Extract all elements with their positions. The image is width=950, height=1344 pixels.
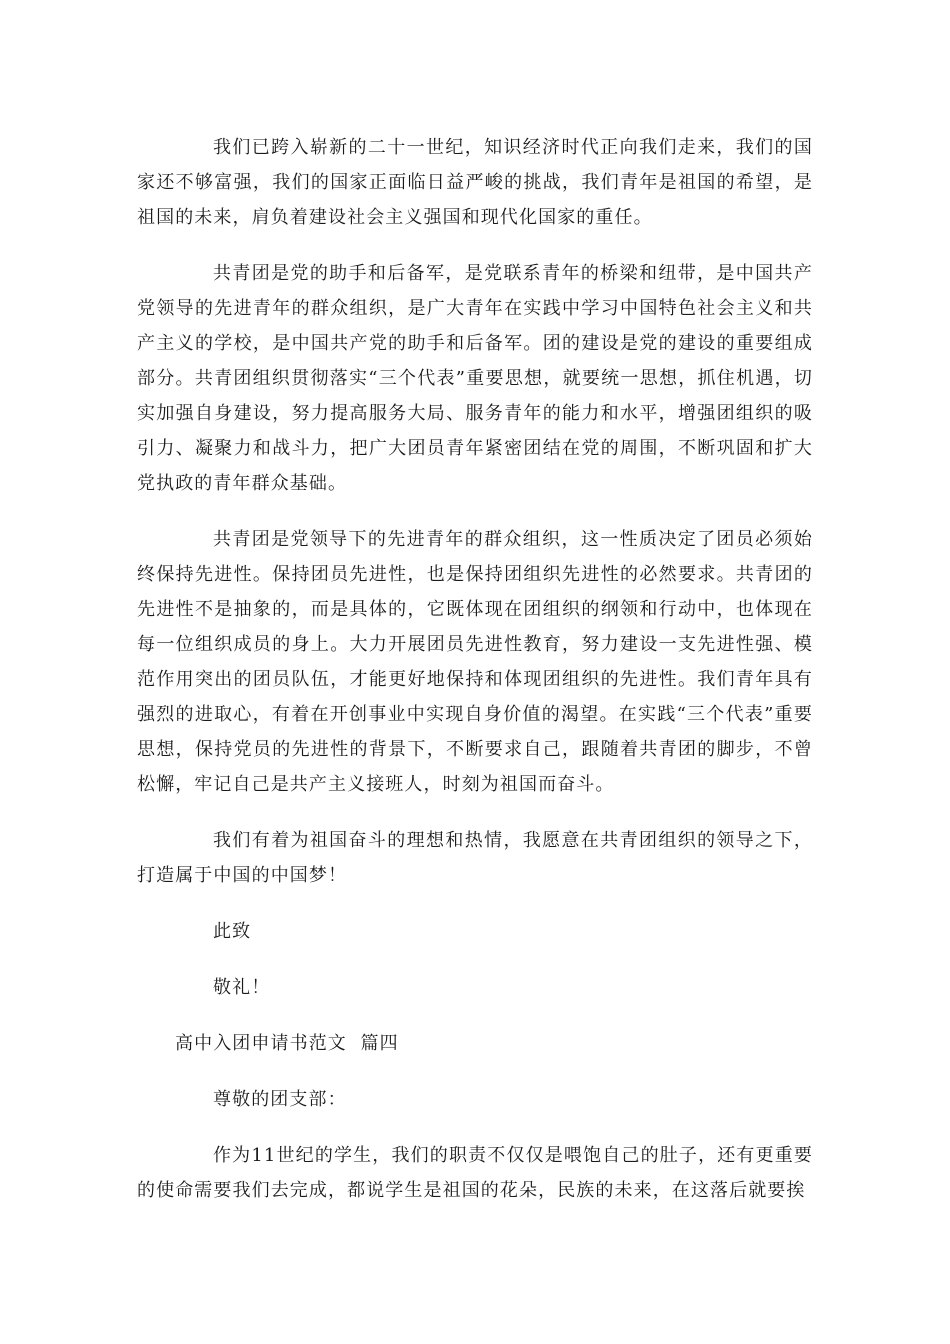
closing-cizhi: 此致	[213, 921, 252, 942]
final-paragraph: 作为11世纪的学生，我们的职责不仅仅是喂饱自己的肚子，还有更重要的使命需要我们去完成，都说学生是祖国的花朵，民族的未来，在这落后就要挨	[137, 1145, 813, 1201]
section-title: 高中入团申请书范文 篇四	[175, 1033, 399, 1054]
paragraph-1: 我们已跨入崭新的二十一世纪，知识经济时代正向我们走来，我们的国家还不够富强，我们的国家正面临日益严峻的挑战，我们青年是祖国的希望，是祖国的未来，肩负着建设社会主义强国和现代化国家的重任。	[137, 137, 813, 228]
paragraph-2: 共青团是党的助手和后备军，是党联系青年的桥梁和纽带，是中国共产党领导的先进青年的群众组织，是广大青年在实践中学习中国特色社会主义和共产主义的学校，是中国共产党的助手和后备军。团的建设是党的建设的重要组成部分。共青团组织贯彻落实“三个代表”重要思想，就要统一思想，抓住机遇，切实加强自身建设，努力提高服务大局、服务青年的能力和水平，增强团组织的吸引力、凝聚力和战斗力，把广大团员青年紧密团结在党的周围，不断巩固和扩大党执政的青年群众基础。	[137, 263, 813, 494]
closing-jingli: 敬礼！	[213, 977, 271, 998]
salutation: 尊敬的团支部：	[213, 1089, 347, 1110]
paragraph-4: 我们有着为祖国奋斗的理想和热情，我愿意在共青团组织的领导之下，打造属于中国的中国梦！	[137, 830, 813, 886]
document-body	[137, 130, 813, 1229]
paragraph-3: 共青团是党领导下的先进青年的群众组织，这一性质决定了团员必须始终保持先进性。保持团员先进性，也是保持团组织先进性的必然要求。共青团的先进性不是抽象的，而是具体的，它既体现在团组织的纲领和行动中，也体现在每一位组织成员的身上。大力开展团员先进性教育，努力建设一支先进性强、模范作用突出的团员队伍，才能更好地保持和体现团组织的先进性。我们青年具有强烈的进取心，有着在开创事业中实现自身价值的渴望。在实践“三个代表”重要思想，保持党员的先进性的背景下，不断要求自己，跟随着共青团的脚步，不曾松懈，牢记自己是共产主义接班人，时刻为祖国而奋斗。	[137, 529, 813, 795]
